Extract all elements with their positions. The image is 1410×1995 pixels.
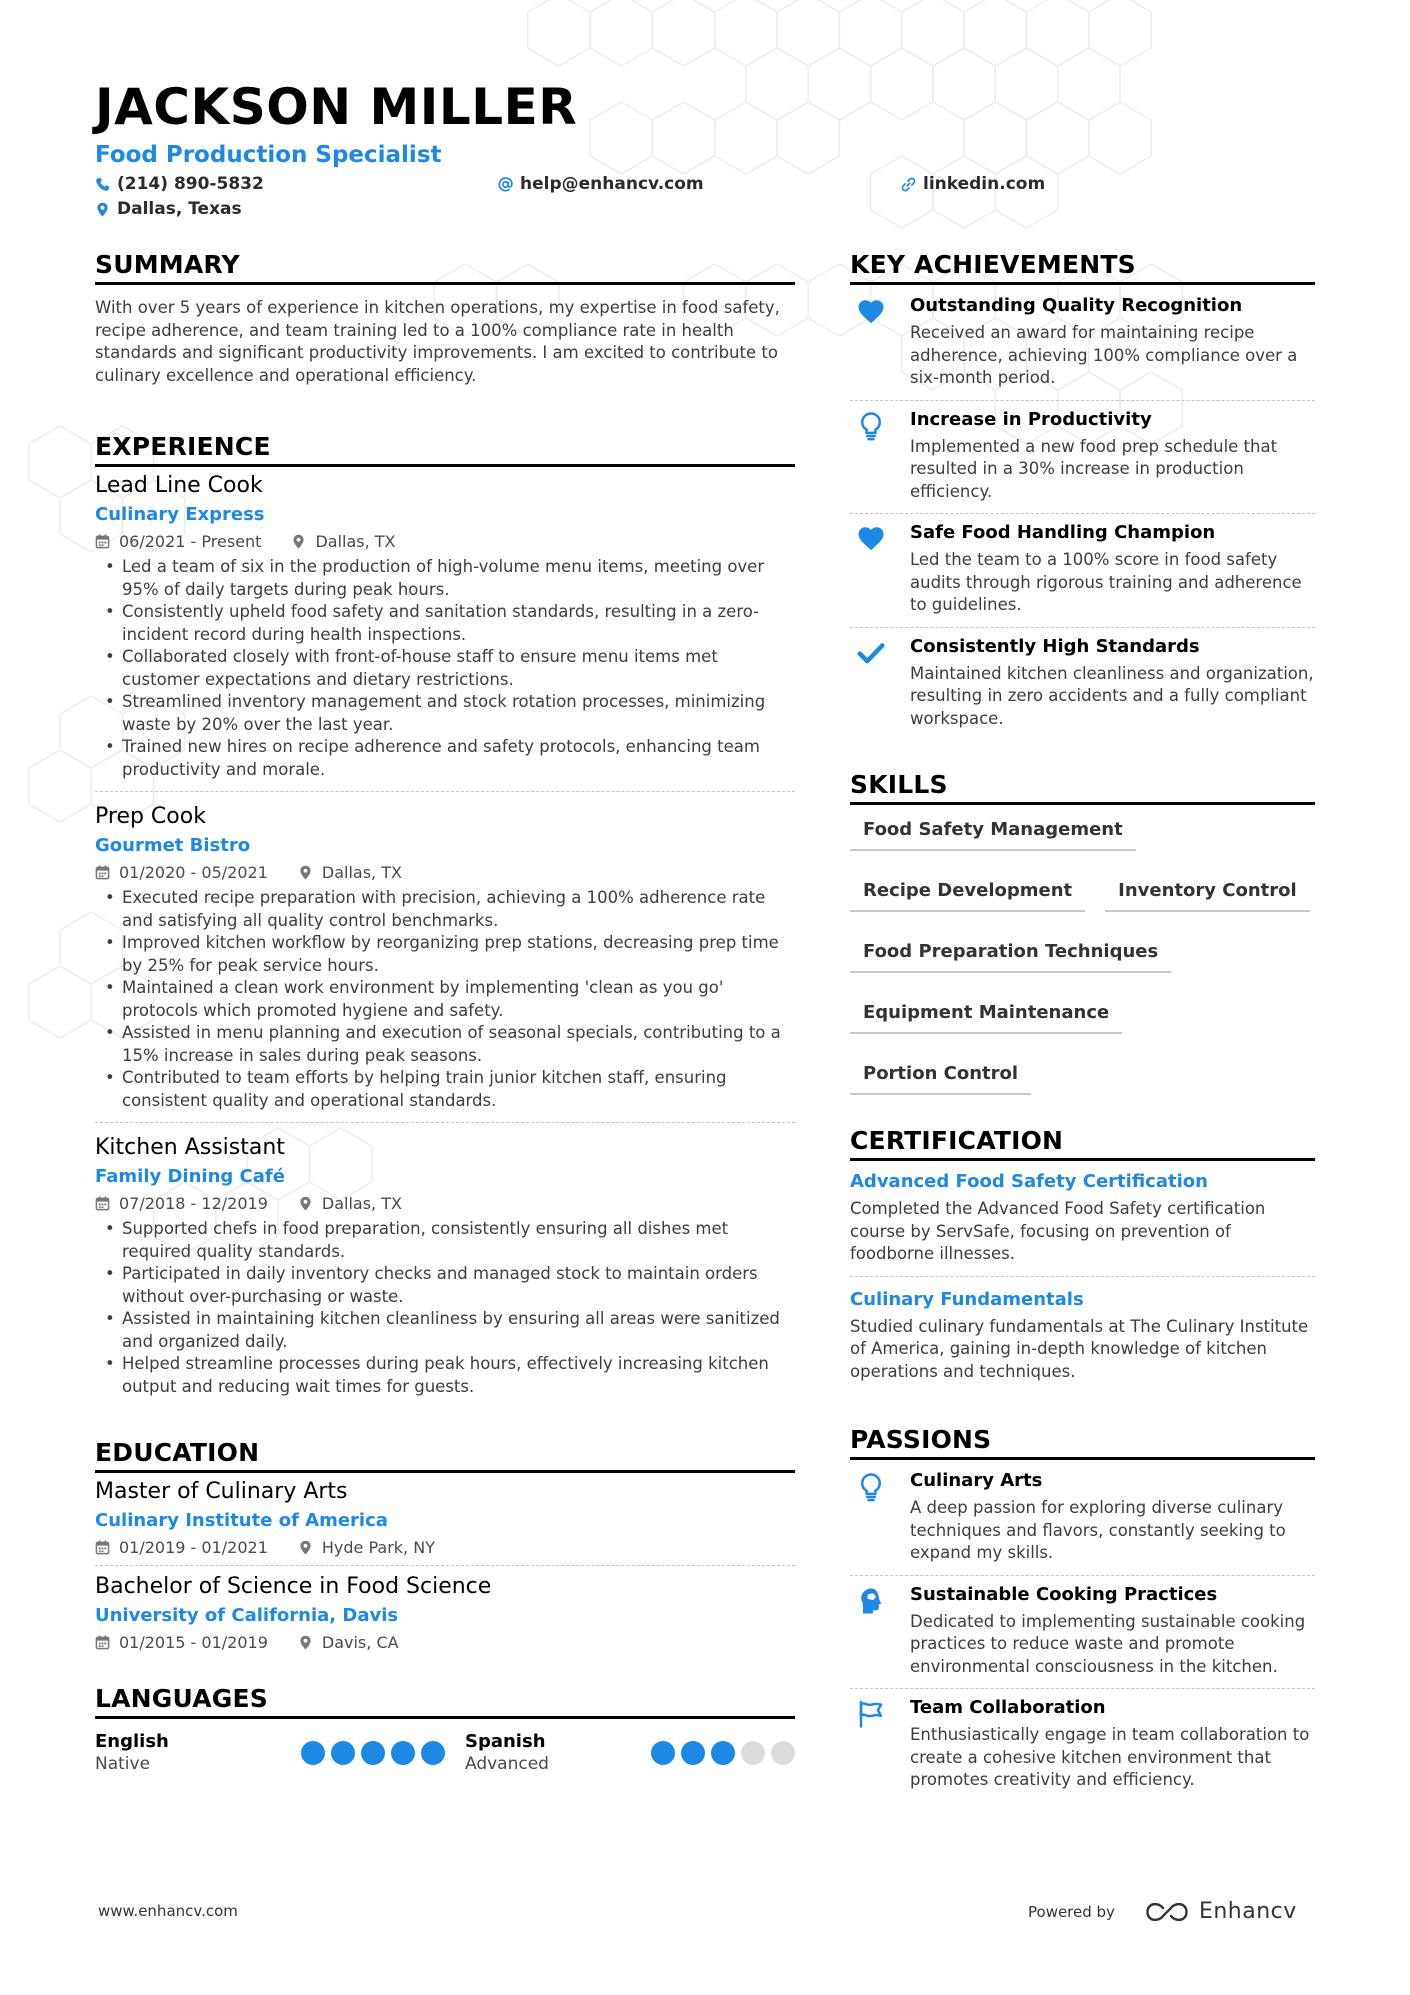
passion-text: A deep passion for exploring diverse culinary techniques and flavors, constantly seeking to expand my skills. bbox=[910, 1498, 1286, 1562]
job-location: Dallas, TX bbox=[321, 863, 402, 882]
job-meta bbox=[95, 1194, 795, 1213]
language-item bbox=[95, 1731, 445, 1774]
achievement-text: Received an award for maintaining recipe adherence, achieving 100% compliance over a six-month period. bbox=[910, 323, 1298, 387]
email-text: help@enhancv.com bbox=[520, 174, 704, 194]
right-column bbox=[850, 250, 1315, 1802]
skill-tag: Portion Control bbox=[850, 1055, 1031, 1095]
achievement-text: Implemented a new food prep schedule that resulted in a 30% increase in production efficiency. bbox=[910, 436, 1278, 501]
rating-dot-filled bbox=[361, 1741, 385, 1765]
passion-text: Dedicated to implementing sustainable cooking practices to reduce waste and promote environmental consciousness in the kitchen. bbox=[910, 1611, 1306, 1676]
bullet-item: • Collaborated closely with front-of-house staff to ensure menu items met customer expectations and dietary restrictions. bbox=[95, 646, 795, 691]
job-meta bbox=[95, 863, 795, 882]
contact-linkedin[interactable] bbox=[901, 174, 1045, 194]
achievement-text: Led the team to a 100% score in food safety audits through rigorous training and adherence to guidelines. bbox=[910, 550, 1302, 614]
language-name: Spanish bbox=[465, 1731, 546, 1752]
at-sign-icon bbox=[498, 177, 513, 192]
bullet-item: • Led a team of six in the production of high-volume menu items, meeting over 95% of daily targets during peak hours. bbox=[95, 556, 795, 601]
location-text: Dallas, Texas bbox=[117, 199, 242, 219]
achievement-item bbox=[850, 401, 1315, 515]
job-location: Dallas, TX bbox=[315, 532, 396, 551]
bullet-item: • Trained new hires on recipe adherence and safety protocols, enhancing team productivity and morale. bbox=[95, 736, 795, 781]
job-location: Dallas, TX bbox=[321, 1194, 402, 1213]
passions-section bbox=[850, 1425, 1315, 1802]
achievement-item bbox=[850, 514, 1315, 628]
contact-email[interactable] bbox=[498, 174, 704, 194]
brand-logo bbox=[1143, 1899, 1297, 1924]
checkmark-icon bbox=[856, 638, 886, 668]
summary-section bbox=[95, 250, 795, 387]
lightbulb-icon bbox=[856, 1472, 886, 1502]
language-item bbox=[465, 1731, 795, 1774]
degree-title: Bachelor of Science in Food Science bbox=[95, 1574, 492, 1599]
linkedin-text: linkedin.com bbox=[923, 174, 1046, 194]
education-dates: 01/2019 - 01/2021 bbox=[119, 1538, 268, 1557]
heart-icon bbox=[856, 297, 886, 327]
rating-dot-filled bbox=[331, 1741, 355, 1765]
education-location: Davis, CA bbox=[321, 1633, 399, 1652]
candidate-title: Food Production Specialist bbox=[95, 142, 442, 168]
divider bbox=[95, 1122, 795, 1123]
languages-heading: LANGUAGES bbox=[95, 1684, 795, 1719]
job-title: Kitchen Assistant bbox=[95, 1135, 285, 1160]
languages-list bbox=[95, 1731, 795, 1774]
school-name: University of California, Davis bbox=[95, 1605, 399, 1626]
calendar-icon bbox=[95, 1196, 110, 1211]
bullet-item: • Helped streamline processes during peak hours, effectively increasing kitchen output and reducing wait times for guests. bbox=[95, 1353, 795, 1398]
achievement-title: Safe Food Handling Champion bbox=[910, 522, 1216, 543]
certification-section bbox=[850, 1126, 1315, 1383]
language-name: English bbox=[95, 1731, 169, 1752]
education-entry bbox=[95, 1479, 795, 1557]
location-pin-icon bbox=[298, 865, 313, 880]
rating-dot-filled bbox=[421, 1741, 445, 1765]
education-meta bbox=[95, 1538, 795, 1557]
education-heading: EDUCATION bbox=[95, 1438, 795, 1473]
phone-text: (214) 890-5832 bbox=[117, 174, 264, 194]
language-level: Advanced bbox=[465, 1754, 549, 1774]
languages-section bbox=[95, 1684, 795, 1774]
left-column bbox=[95, 250, 795, 1774]
passion-item bbox=[850, 1689, 1315, 1802]
rating-dot-filled bbox=[681, 1741, 705, 1765]
experience-entry bbox=[95, 804, 795, 1112]
certification-text: Completed the Advanced Food Safety certification course by ServSafe, focusing on prevention of foodborne illnesses. bbox=[850, 1199, 1266, 1263]
calendar-icon bbox=[95, 1635, 110, 1650]
bullet-item: • Assisted in maintaining kitchen cleanliness by ensuring all areas were sanitized and organized daily. bbox=[95, 1308, 795, 1353]
language-rating bbox=[301, 1731, 445, 1774]
achievement-item bbox=[850, 628, 1315, 741]
rating-dot-filled bbox=[391, 1741, 415, 1765]
summary-heading: SUMMARY bbox=[95, 250, 795, 285]
bullet-item: • Improved kitchen workflow by reorganizing prep stations, decreasing prep time by 25% for peak service hours. bbox=[95, 932, 795, 977]
passion-title: Team Collaboration bbox=[910, 1697, 1106, 1718]
divider bbox=[95, 791, 795, 792]
certification-item bbox=[850, 1171, 1315, 1266]
job-title: Lead Line Cook bbox=[95, 473, 263, 498]
education-section bbox=[95, 1438, 795, 1652]
head-brain-icon bbox=[856, 1586, 886, 1616]
passions-heading: PASSIONS bbox=[850, 1425, 1315, 1460]
certification-heading: CERTIFICATION bbox=[850, 1126, 1315, 1161]
powered-by[interactable] bbox=[1028, 1899, 1297, 1924]
phone-icon bbox=[95, 177, 110, 192]
contact-location bbox=[95, 199, 242, 219]
experience-entry bbox=[95, 1135, 795, 1398]
divider bbox=[850, 1276, 1315, 1277]
calendar-icon bbox=[95, 1540, 110, 1555]
location-pin-icon bbox=[298, 1196, 313, 1211]
company-name: Culinary Express bbox=[95, 504, 265, 525]
calendar-icon bbox=[95, 865, 110, 880]
achievement-title: Increase in Productivity bbox=[910, 408, 1152, 430]
footer-url[interactable]: www.enhancv.com bbox=[98, 1902, 238, 1920]
passion-item bbox=[850, 1576, 1315, 1690]
school-name: Culinary Institute of America bbox=[95, 1510, 388, 1531]
heart-icon bbox=[856, 524, 886, 554]
skill-tag: Recipe Development bbox=[850, 872, 1085, 912]
rating-dot-filled bbox=[301, 1741, 325, 1765]
certification-text: Studied culinary fundamentals at The Culinary Institute of America, gaining in-depth knowledge of kitchen operations and techniques. bbox=[850, 1316, 1309, 1381]
lightbulb-icon bbox=[856, 411, 886, 441]
experience-section bbox=[95, 432, 795, 1398]
degree-title: Master of Culinary Arts bbox=[95, 1479, 348, 1504]
language-level: Native bbox=[95, 1754, 151, 1774]
language-rating bbox=[651, 1731, 795, 1774]
divider bbox=[95, 1565, 795, 1566]
calendar-icon bbox=[95, 534, 110, 549]
bullet-item: • Participated in daily inventory checks and managed stock to maintain orders without over-purchasing or waste. bbox=[95, 1263, 795, 1308]
achievement-item bbox=[850, 287, 1315, 401]
job-meta bbox=[95, 532, 795, 551]
location-pin-icon bbox=[298, 1540, 313, 1555]
achievements-section bbox=[850, 250, 1315, 740]
job-bullets bbox=[95, 887, 795, 1112]
bullet-item: • Consistently upheld food safety and sanitation standards, resulting in a zero-incident record during health inspections. bbox=[95, 601, 795, 646]
skills-list bbox=[850, 811, 1315, 1116]
skills-heading: SKILLS bbox=[850, 770, 1315, 805]
contact-phone[interactable] bbox=[95, 174, 264, 194]
certification-item bbox=[850, 1289, 1315, 1384]
passion-title: Sustainable Cooking Practices bbox=[910, 1583, 1218, 1605]
location-pin-icon bbox=[298, 1635, 313, 1650]
bullet-item: • Streamlined inventory management and stock rotation processes, minimizing waste by 20% over the last year. bbox=[95, 691, 795, 736]
rating-dot-filled bbox=[711, 1741, 735, 1765]
job-dates: 01/2020 - 05/2021 bbox=[119, 863, 268, 882]
candidate-name: JACKSON MILLER bbox=[95, 78, 578, 136]
achievement-title: Consistently High Standards bbox=[910, 635, 1200, 657]
rating-dot-empty bbox=[771, 1741, 795, 1765]
passion-title: Culinary Arts bbox=[910, 1470, 1043, 1491]
location-pin-icon bbox=[95, 202, 110, 217]
passion-item bbox=[850, 1462, 1315, 1576]
achievement-title: Outstanding Quality Recognition bbox=[910, 295, 1243, 316]
experience-entry bbox=[95, 473, 795, 781]
link-icon bbox=[901, 177, 916, 192]
job-title: Prep Cook bbox=[95, 804, 206, 829]
enhancv-logo-icon bbox=[1143, 1900, 1191, 1924]
education-dates: 01/2015 - 01/2019 bbox=[119, 1633, 268, 1652]
job-dates: 06/2021 - Present bbox=[119, 532, 262, 551]
flag-icon bbox=[856, 1699, 886, 1729]
passion-text: Enthusiastically engage in team collaboration to create a cohesive kitchen environment that promotes creativity and efficiency. bbox=[910, 1725, 1310, 1789]
achievements-heading: KEY ACHIEVEMENTS bbox=[850, 250, 1315, 285]
company-name: Family Dining Café bbox=[95, 1166, 285, 1187]
skill-tag: Food Safety Management bbox=[850, 811, 1136, 851]
bullet-item: • Contributed to team efforts by helping train junior kitchen staff, ensuring consistent quality and operational standards. bbox=[95, 1067, 795, 1112]
skill-tag: Food Preparation Techniques bbox=[850, 933, 1171, 973]
bullet-item: • Executed recipe preparation with precision, achieving a 100% adherence rate and satisfying all quality control benchmarks. bbox=[95, 887, 795, 932]
skill-tag: Equipment Maintenance bbox=[850, 994, 1122, 1034]
job-bullets bbox=[95, 556, 795, 781]
certification-title: Advanced Food Safety Certification bbox=[850, 1171, 1208, 1192]
brand-name: Enhancv bbox=[1198, 1899, 1297, 1924]
bullet-item: • Assisted in menu planning and execution of seasonal specials, contributing to a 15% increase in sales during peak seasons. bbox=[95, 1022, 795, 1067]
job-dates: 07/2018 - 12/2019 bbox=[119, 1194, 268, 1213]
job-bullets bbox=[95, 1218, 795, 1398]
powered-by-label: Powered by bbox=[1028, 1902, 1115, 1921]
education-entry bbox=[95, 1574, 795, 1652]
rating-dot-empty bbox=[741, 1741, 765, 1765]
education-meta bbox=[95, 1633, 795, 1652]
company-name: Gourmet Bistro bbox=[95, 835, 251, 856]
bullet-item: • Supported chefs in food preparation, consistently ensuring all dishes met required quality standards. bbox=[95, 1218, 795, 1263]
certification-title: Culinary Fundamentals bbox=[850, 1288, 1084, 1310]
location-pin-icon bbox=[291, 534, 306, 549]
skill-tag: Inventory Control bbox=[1105, 872, 1310, 912]
experience-heading: EXPERIENCE bbox=[95, 432, 795, 467]
education-location: Hyde Park, NY bbox=[321, 1538, 435, 1557]
achievement-text: Maintained kitchen cleanliness and organization, resulting in zero accidents and a fully compliant workspace. bbox=[910, 663, 1314, 728]
skills-section bbox=[850, 770, 1315, 1116]
summary-text: With over 5 years of experience in kitchen operations, my expertise in food safety, recipe adherence, and team training led to a 100% compliance rate in health standards and significant productivity improvements. I am excited to contribute to culinary excellence and operational efficiency. bbox=[95, 298, 780, 385]
rating-dot-filled bbox=[651, 1741, 675, 1765]
bullet-item: • Maintained a clean work environment by implementing 'clean as you go' protocols which promoted hygiene and safety. bbox=[95, 977, 795, 1022]
